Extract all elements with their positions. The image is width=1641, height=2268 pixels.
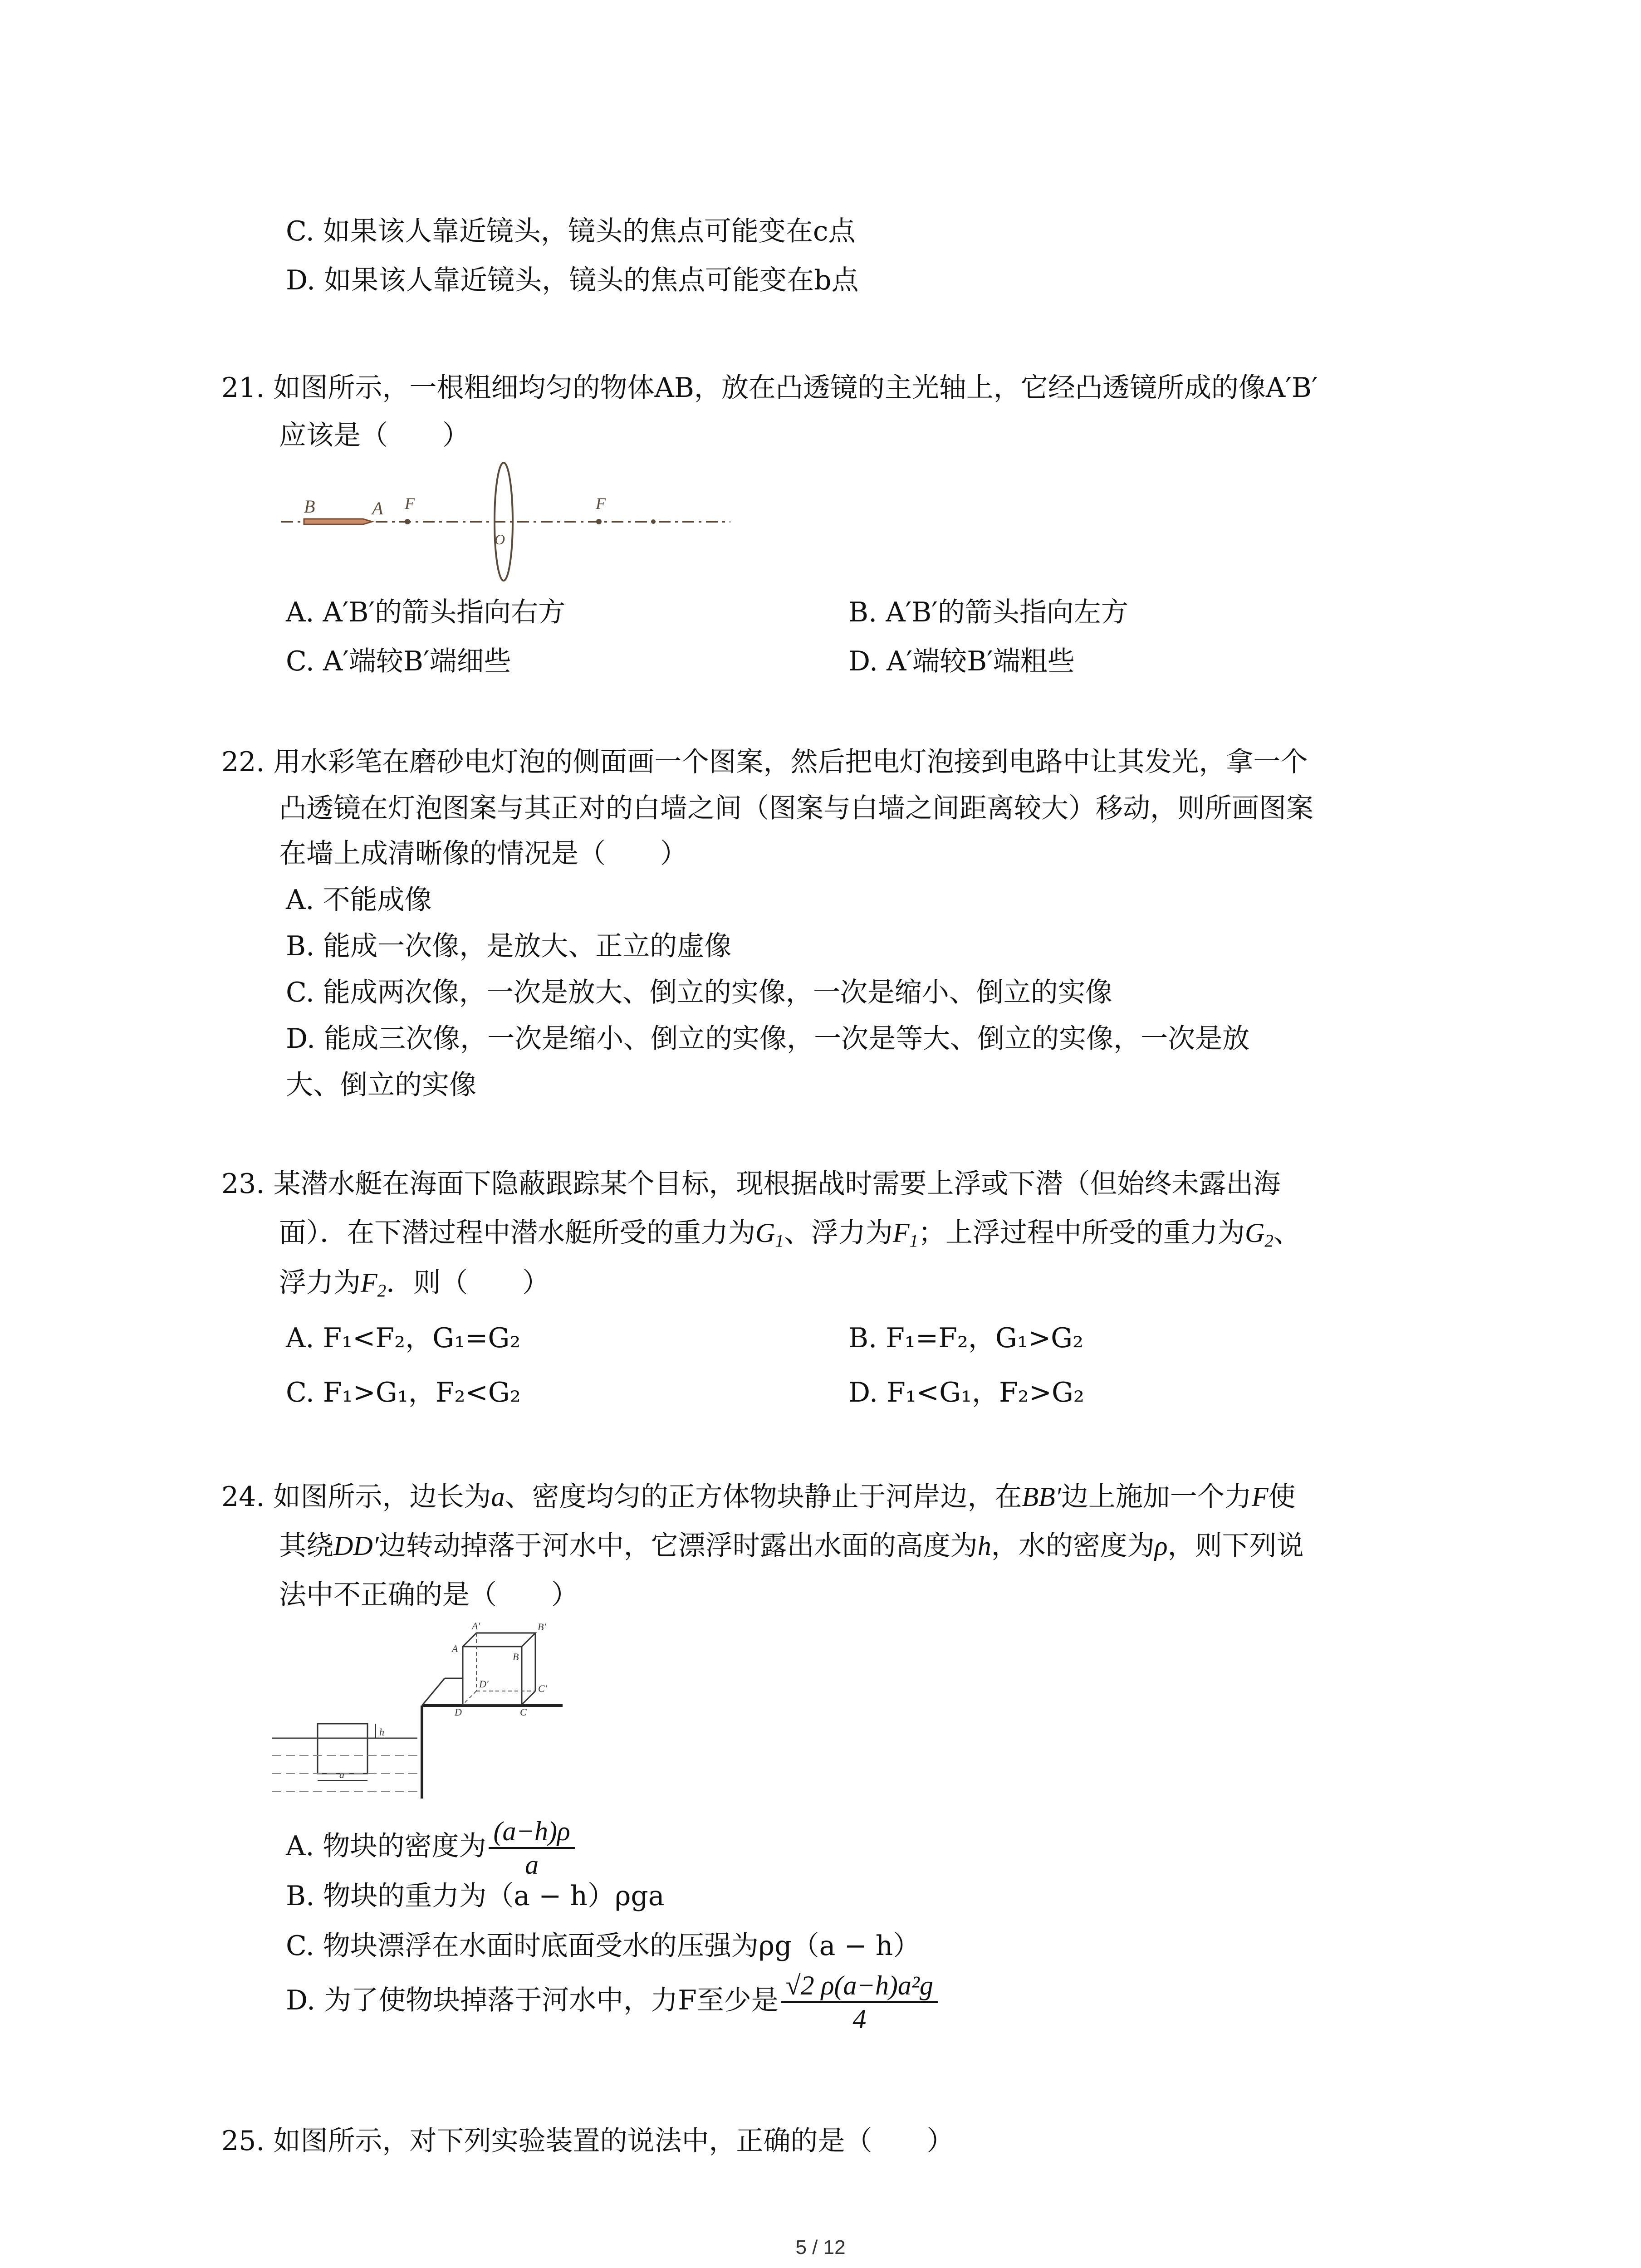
q24-option-b: B. 物块的重力为（a − h）ρga [286,1880,665,1912]
label-f-left: F [405,494,415,513]
q23-option-a: A. F₁<F₂，G₁=G₂ [286,1322,521,1354]
q22-option-b: B. 能成一次像，是放大、正立的虚像 [286,930,732,962]
q24-option-a: A. 物块的密度为 $\frac{(a-h)\rho}{a}$ [286,1810,575,1882]
force-fraction: $\frac{\text{√2 ρ(a−h)a²g}}{4}$ [781,1970,938,2035]
label-b: B [513,1651,519,1662]
q21-option-d: D. A′端较B′端粗些 [848,645,1075,677]
focus-left [405,519,410,524]
label-c1: C' [538,1683,547,1694]
label-a1: A' [472,1620,480,1632]
q20-option-c: C. 如果该人靠近镜头，镜头的焦点可能变在c点 [286,215,856,247]
label-b1: B' [538,1621,546,1633]
label-b: B [304,496,315,517]
q22-option-d-line1: D. 能成三次像，一次是缩小、倒立的实像，一次是等大、倒立的实像，一次是放 [286,1023,1250,1055]
q21-stem-line1: 21. 如图所示，一根粗细均匀的物体AB，放在凸透镜的主光轴上，它经凸透镜所成的像A′B′ [221,372,1318,404]
object-ab-arrow [304,519,372,524]
cube-hidden-3 [463,1691,476,1705]
q21-option-b: B. A′B′的箭头指向左方 [848,596,1128,628]
q21-lens-figure [281,458,735,590]
q24-cube-figure [272,1619,572,1801]
q23-stem-line2: 面）．在下潜过程中潜水艇所受的重力为$G_1$、浮力为$F_1$；上浮过程中所受的重力为$G_2$、 [279,1217,1301,1251]
q22-stem-line1: 22. 用水彩笔在磨砂电灯泡的侧面画一个图案，然后把电灯泡接到电路中让其发光，拿一个 [221,746,1308,778]
q24-option-c: C. 物块漂浮在水面时底面受水的压强为ρg（a − h） [286,1930,921,1962]
q22-stem-line3: 在墙上成清晰像的情况是（ ） [279,838,687,870]
label-f-right: F [596,494,606,513]
label-c: C [520,1706,527,1718]
q22-option-a: A. 不能成像 [286,884,432,916]
page-number: 5 / 12 [795,2236,846,2258]
point-2f [651,519,656,524]
q23-stem-line1: 23. 某潜水艇在海面下隐蔽跟踪某个目标，现根据战时需要上浮或下潜（但始终未露出海 [221,1168,1281,1200]
label-side-a: a [339,1769,344,1780]
q23-option-d: D. F₁<G₁，F₂>G₂ [848,1377,1084,1408]
q22-stem-line2: 凸透镜在灯泡图案与其正对的白墙之间（图案与白墙之间距离较大）移动，则所画图案 [279,792,1313,824]
label-d: D [455,1706,462,1718]
label-d1: D' [479,1678,489,1690]
cube-right-bottom [522,1691,535,1705]
q24-stem-line1: 24. 如图所示，边长为a、密度均匀的正方体物块静止于河岸边，在BB′边上施加一个力F使 [221,1481,1296,1513]
q24-stem-line3: 法中不正确的是（ ） [279,1579,578,1611]
floating-cube [318,1724,367,1774]
cube-top [463,1633,535,1647]
q21-stem-line2: 应该是（ ） [279,420,470,451]
q21-option-c: C. A′端较B′端细些 [286,645,511,677]
slope-line [422,1678,445,1706]
q24-stem-line2: 其绕DD′边转动掉落于河水中，它漂浮时露出水面的高度为h，水的密度为ρ，则下列说 [279,1530,1304,1562]
label-a: A [452,1643,458,1654]
label-o: O [495,531,505,547]
q23-stem-line3: 浮力为$F_2$．则（ ） [279,1267,550,1300]
q25-stem: 25. 如图所示，对下列实验装置的说法中，正确的是（ ） [221,2125,954,2157]
q21-option-a: A. A′B′的箭头指向右方 [286,596,566,628]
q22-option-c: C. 能成两次像，一次是放大、倒立的实像，一次是缩小、倒立的实像 [286,977,1112,1008]
focus-right [596,519,602,524]
q23-option-c: C. F₁>G₁，F₂<G₂ [286,1377,521,1408]
q22-option-d-line2: 大、倒立的实像 [286,1069,476,1101]
q24-option-d: D. 为了使物块掉落于河水中，力F至少是 $\frac{\text{√2 ρ(a−h)a²g}}{4}$ [286,1964,938,2037]
label-h: h [379,1726,384,1738]
q23-option-b: B. F₁=F₂，G₁>G₂ [848,1322,1084,1354]
label-a: A [372,498,383,518]
q20-option-d: D. 如果该人靠近镜头，镜头的焦点可能变在b点 [286,264,859,296]
density-fraction: $\frac{(a-h)\rho}{a}$ [489,1815,574,1881]
